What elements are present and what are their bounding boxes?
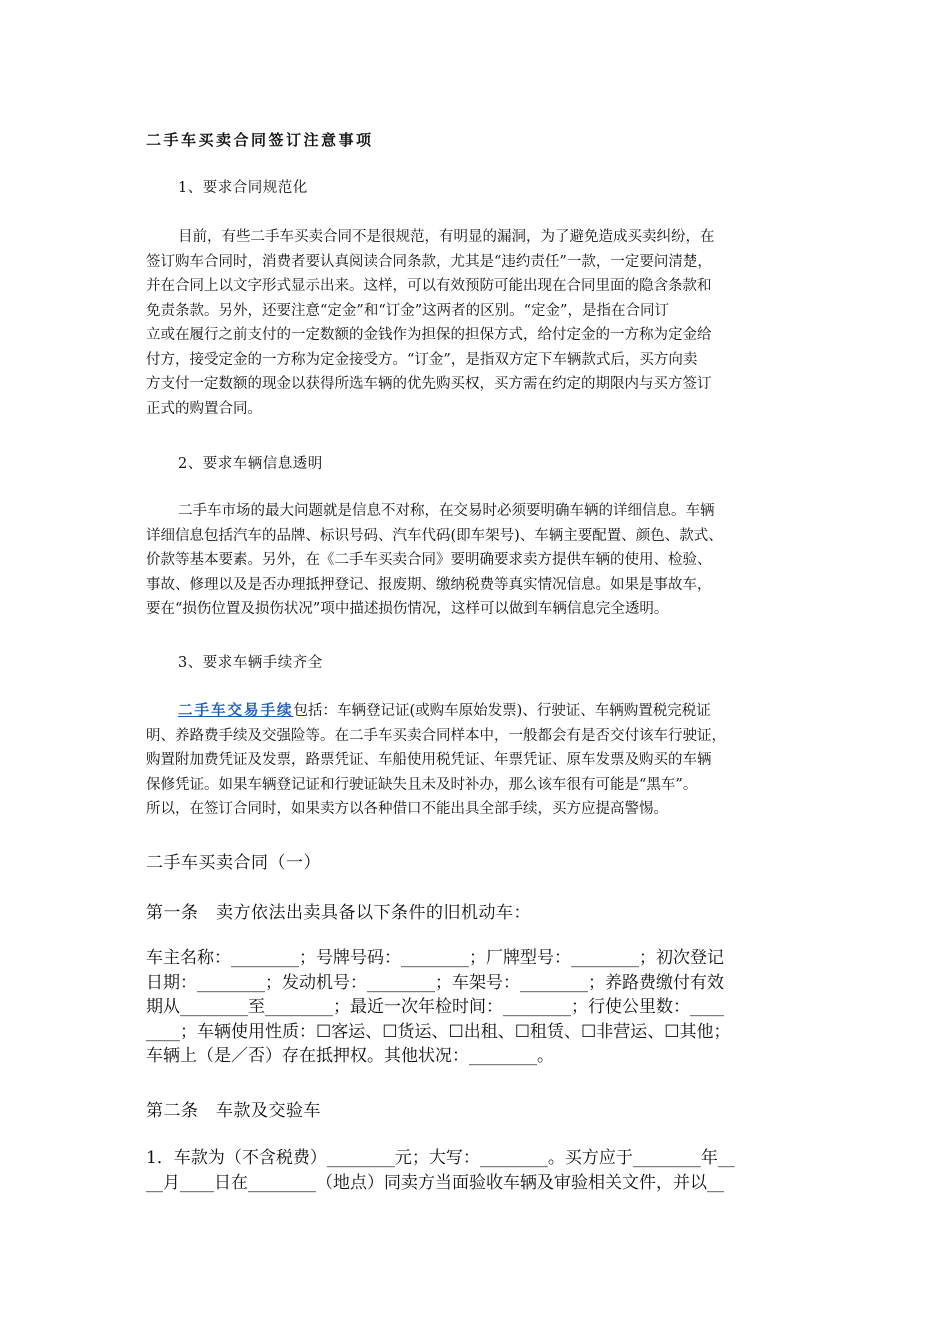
paragraph-line: 正式的购置合同。: [146, 400, 262, 417]
article-2-title: 第二条 车款及交验车: [146, 1101, 321, 1121]
paragraph-line: 保修凭证。如果车辆登记证和行驶证缺失且未及时补办，那么该车很有可能是“黑车”。: [146, 776, 698, 793]
section-heading-1: 1、要求合同规范化: [178, 180, 308, 196]
article-1-title: 第一条 卖方依法出卖具备以下条件的旧机动车：: [146, 903, 531, 923]
paragraph-line: 二手车市场的最大问题就是信息不对称，在交易时必须要明确车辆的详细信息。车辆: [178, 503, 715, 519]
paragraph-line: 付方，接受定金的一方称为定金接受方。“订金”，是指双方定下车辆款式后，买方向卖: [146, 351, 698, 368]
paragraph-2: [146, 499, 804, 622]
paragraph-line: 免责条款。另外，还要注意“定金”和“订金”这两者的区别。“定金”，是指在合同订: [146, 302, 669, 319]
paragraph-line: 方支付一定数额的现金以获得所选车辆的优先购买权，买方需在约定的期限内与买方签订: [146, 376, 712, 392]
paragraph-line: 购置附加费凭证及发票，路票凭证、车船使用税凭证、年票凭证、原车发票及购买的车辆: [146, 752, 712, 768]
document-title: 二手车买卖合同签订注意事项: [146, 131, 374, 149]
section-heading-2: 2、要求车辆信息透明: [178, 456, 323, 472]
section-heading-3: 3、要求车辆手续齐全: [178, 655, 323, 671]
paragraph-line: 目前，有些二手车买卖合同不是很规范，有明显的漏洞，为了避免造成买卖纠纷，在: [178, 229, 715, 245]
paragraph-line: 事故、修理以及是否办理抵押登记、报废期、缴纳税费等真实情况信息。如果是事故车，: [146, 576, 712, 593]
form-line: 车辆上（是／否）存在抵押权。其他状况：________。: [146, 1046, 554, 1066]
paragraph-line: 详细信息包括汽车的品牌、标识号码、汽车代码(即车架号)、车辆主要配置、颜色、款式、: [146, 527, 723, 544]
paragraph-line: 签订购车合同时，消费者要认真阅读合同条款，尤其是“违约责任”一款，一定要问清楚，: [146, 253, 712, 270]
paragraph-line: 明、养路费手续及交强险等。在二手车买卖合同样本中，一般都会有是否交付该车行驶证，: [146, 727, 726, 744]
form-line: 车主名称：________；号牌号码：________；厂牌型号：________；初次登记: [146, 948, 724, 968]
paragraph-line: [146, 699, 804, 724]
paragraph-1: [146, 225, 804, 421]
article-2-body: [146, 1146, 806, 1195]
form-line: 1．车款为（不含税费）________元；大写：________。买方应于________年__: [146, 1148, 735, 1168]
trade-procedures-link[interactable]: 二手车交易手续: [178, 703, 294, 719]
form-line: 日期：________；发动机号：________；车架号：________；养路费缴付有效: [146, 972, 724, 993]
form-line: 期从________至________；最近一次年检时间：________；行使公里数：____: [146, 997, 724, 1017]
form-line: __月____日在________（地点）同卖方当面验收车辆及审验相关文件，并以__: [146, 1172, 724, 1193]
paragraph-line: 并在合同上以文字形式显示出来。这样，可以有效预防可能出现在合同里面的隐含条款和: [146, 278, 712, 294]
article-1-body: [146, 946, 806, 1069]
paragraph-line: 立或在履行之前支付的一定数额的金钱作为担保的担保方式，给付定金的一方称为定金给: [146, 327, 712, 343]
paragraph-line: 所以，在签订合同时，如果卖方以各种借口不能出具全部手续，买方应提高警惕。: [146, 801, 668, 817]
form-line: ____；车辆使用性质：☐客运、☐货运、☐出租、☐租赁、☐非营运、☐其他；: [146, 1021, 731, 1042]
paragraph-line: 要在“损伤位置及损伤状况”项中描述损伤情况，这样可以做到车辆信息完全透明。: [146, 601, 669, 617]
paragraph-3: [146, 699, 804, 822]
contract-title: 二手车买卖合同（一）: [146, 853, 321, 873]
paragraph-text: 包括：车辆登记证(或购车原始发票)、行驶证、车辆购置税完税证: [293, 703, 711, 719]
paragraph-line: 价款等基本要素。另外，在《二手车买卖合同》要明确要求卖方提供车辆的使用、检验、: [146, 552, 712, 568]
